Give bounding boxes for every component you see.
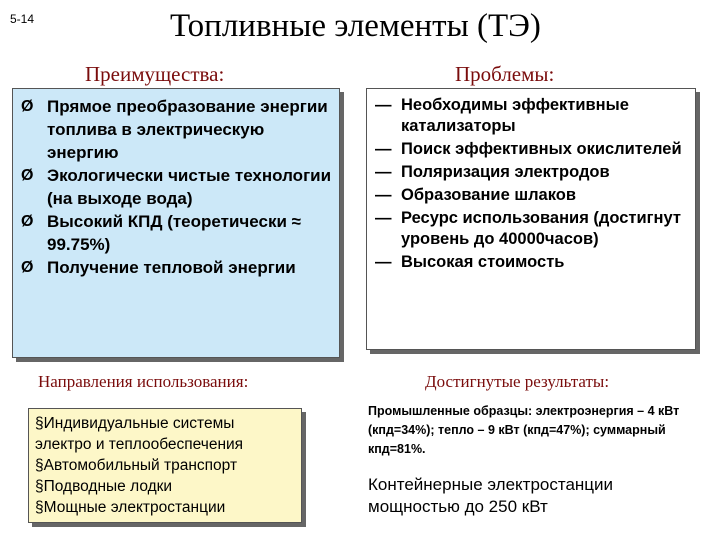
uses-box	[28, 408, 302, 523]
advantage-item	[21, 95, 333, 164]
arrow-bullet-icon: Ø	[21, 98, 34, 115]
problem-item	[375, 139, 691, 160]
advantages-heading: Преимущества:	[85, 62, 225, 86]
dash-bullet: —	[375, 140, 392, 158]
uses-heading: Направления использования:	[38, 372, 249, 391]
advantage-text: Получение тепловой энергии	[47, 258, 296, 277]
arrow-bullet-icon: Ø	[21, 259, 34, 276]
problem-item	[375, 208, 691, 250]
dash-bullet: —	[375, 253, 392, 271]
problem-text: Поляризация электродов	[401, 163, 610, 181]
slide-number: 5-14	[10, 12, 35, 26]
use-item: §Автомобильный транспорт	[35, 457, 238, 474]
arrow-bullet-icon: Ø	[21, 213, 34, 230]
advantage-item	[21, 164, 333, 210]
problem-item	[375, 162, 691, 183]
problems-box	[366, 88, 696, 350]
problem-text: Поиск эффективных окислителей	[401, 140, 682, 158]
problem-item	[375, 252, 691, 273]
dash-bullet: —	[375, 186, 392, 204]
use-item: §Подводные лодки	[35, 478, 173, 495]
advantage-item	[21, 256, 333, 279]
problem-text: Ресурс использования (достигнут уровень до 40000часов)	[401, 209, 681, 248]
dash-bullet: —	[375, 96, 392, 114]
use-item: §Мощные электростанции	[35, 499, 226, 516]
problem-item	[375, 185, 691, 206]
advantage-text: Прямое преобразование энергии топлива в электрическую энергию	[47, 97, 328, 162]
results-heading: Достигнутые результаты:	[425, 372, 610, 391]
problem-text: Необходимы эффективные катализаторы	[401, 96, 629, 135]
results-container-stations: Контейнерные электростанции мощностью до 250 кВт	[368, 475, 614, 516]
advantage-item	[21, 210, 333, 256]
dash-bullet: —	[375, 163, 392, 181]
advantages-box	[12, 88, 340, 358]
problems-heading: Проблемы:	[455, 62, 555, 86]
results-industrial-samples: Промышленные образцы: электроэнергия – 4 кВт (кпд=34%); тепло – 9 кВт (кпд=47%); суммарный кпд=81%.	[368, 404, 680, 456]
problem-text: Высокая стоимость	[401, 253, 565, 271]
advantage-text: Экологически чистые технологии (на выходе вода)	[47, 166, 332, 208]
advantage-text: Высокий КПД (теоретически ≈ 99.75%)	[47, 212, 301, 254]
arrow-bullet-icon: Ø	[21, 167, 34, 184]
problem-text: Образование шлаков	[401, 186, 576, 204]
use-item: §Индивидуальные системы электро и теплообеспечения	[35, 415, 244, 453]
slide-title: Топливные элементы (ТЭ)	[170, 8, 541, 44]
dash-bullet: —	[375, 209, 392, 227]
problem-item	[375, 95, 691, 137]
